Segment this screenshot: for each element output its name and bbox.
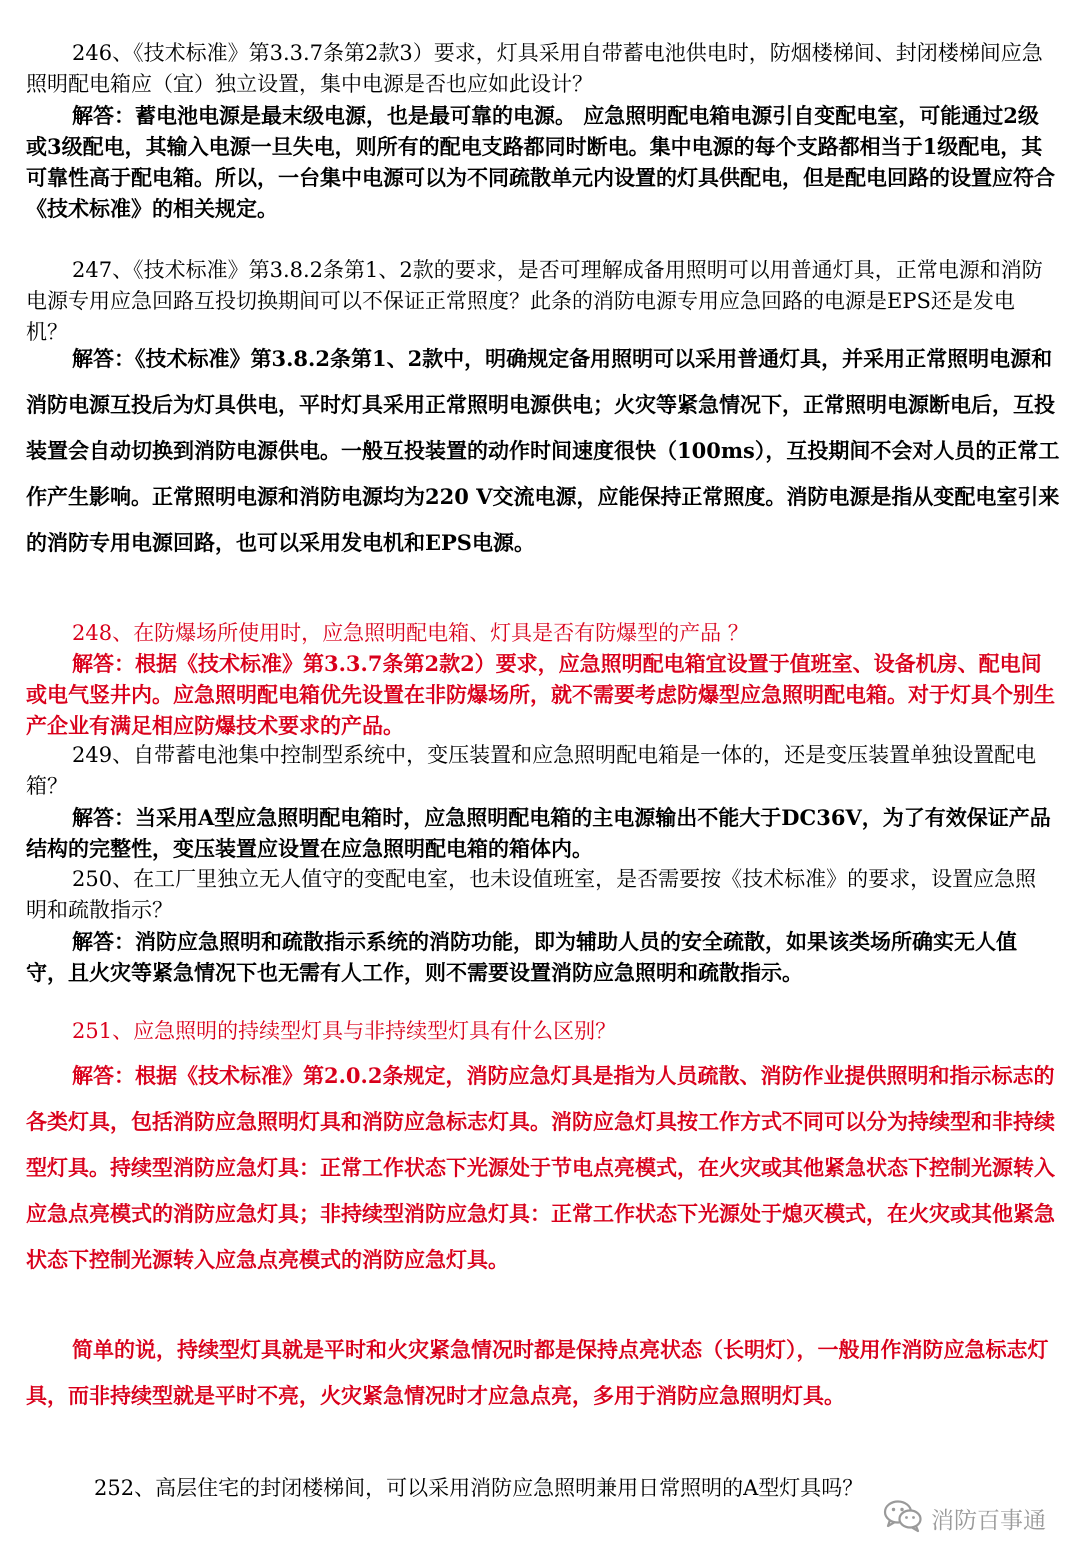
question-249: 249、自带蓄电池集中控制型系统中，变压装置和应急照明配电箱是一体的，还是变压装置单独设置配电箱？: [26, 743, 1037, 798]
question-246: 246、《技术标准》第3.3.7条第2款3）要求，灯具采用自带蓄电池供电时，防烟楼梯间、封闭楼梯间应急照明配电箱应（宜）独立设置，集中电源是否也应如此设计？: [26, 41, 1043, 96]
question-252: 252、高层住宅的封闭楼梯间，可以采用消防应急照明兼用日常照明的A型灯具吗？: [94, 1476, 864, 1500]
answer-251-summary: 简单的说，持续型灯具就是平时和火灾紧急情况时都是保持点亮状态（长明灯），一般用作消防应急标志灯具，而非持续型就是平时不亮，火灾紧急情况时才应急点亮，多用于消防应急照明灯具。: [26, 1337, 1049, 1408]
answer-249: 解答：当采用A型应急照明配电箱时，应急照明配电箱的主电源输出不能大于DC36V，为了有效保证产品结构的完整性，变压装置应设置在应急照明配电箱的箱体内。: [26, 805, 1051, 861]
question-250: 250、在工厂里独立无人值守的变配电室，也未设值班室，是否需要按《技术标准》的要求，设置应急照明和疏散指示？: [26, 867, 1037, 922]
answer-250: 解答：消防应急照明和疏散指示系统的消防功能，即为辅助人员的安全疏散，如果该类场所确实无人值守，且火灾等紧急情况下也无需有人工作，则不需要设置消防应急照明和疏散指示。: [26, 929, 1017, 985]
answer-248: 解答：根据《技术标准》第3.3.7条第2款2）要求，应急照明配电箱宜设置于值班室、设备机房、配电间或电气竖井内。应急照明配电箱优先设置在非防爆场所，就不需要考虑防爆型应急照明配电箱。对于灯具个别生产企业有满足相应防爆技术要求的产品。: [26, 651, 1055, 738]
wechat-icon: [883, 1499, 923, 1537]
answer-251: 解答：根据《技术标准》第2.0.2条规定，消防应急灯具是指为人员疏散、消防作业提供照明和指示标志的各类灯具，包括消防应急照明灯具和消防应急标志灯具。消防应急灯具按工作方式不同可以分为持续型和非持续型灯具。持续型消防应急灯具：正常工作状态下光源处于节电点亮模式，在火灾或其他紧急状态下控制光源转入应急点亮模式的消防应急灯具；非持续型消防应急灯具：正常工作状态下光源处于熄灭模式，在火灾或其他紧急状态下控制光源转入应急点亮模式的消防应急灯具。: [26, 1063, 1055, 1272]
watermark-text: 消防百事通: [931, 1507, 1046, 1534]
answer-246: 解答：蓄电池电源是最末级电源，也是最可靠的电源。 应急照明配电箱电源引自变配电室，可能通过2级或3级配电，其输入电源一旦失电，则所有的配电支路都同时断电。集中电源的每个支路都相当于1级配电，其可靠性高于配电箱。所以，一台集中电源可以为不同疏散单元内设置的灯具供配电，但是配电回路的设置应符合《技术标准》的相关规定。: [26, 103, 1055, 221]
question-251: 251、应急照明的持续型灯具与非持续型灯具有什么区别？: [72, 1019, 617, 1043]
question-247: 247、《技术标准》第3.8.2条第1、2款的要求，是否可理解成备用照明可以用普通灯具，正常电源和消防电源专用应急回路互投切换期间可以不保证正常照度？此条的消防电源专用应急回路的电源是EPS还是发电机？: [26, 258, 1043, 344]
question-248: 248、在防爆场所使用时，应急照明配电箱、灯具是否有防爆型的产品 ？: [72, 621, 749, 645]
watermark: [883, 1500, 1046, 1536]
answer-247: 解答：《技术标准》第3.8.2条第1、2款中，明确规定备用照明可以采用普通灯具，并采用正常照明电源和消防电源互投后为灯具供电，平时灯具采用正常照明电源供电；火灾等紧急情况下，正常照明电源断电后，互投装置会自动切换到消防电源供电。一般互投装置的动作时间速度很快（100ms），互投期间不会对人员的正常工作产生影响。正常照明电源和消防电源均为220 V交流电源，应能保持正常照度。消防电源是指从变配电室引来的消防专用电源回路，也可以采用发电机和EPS电源。: [26, 346, 1060, 555]
